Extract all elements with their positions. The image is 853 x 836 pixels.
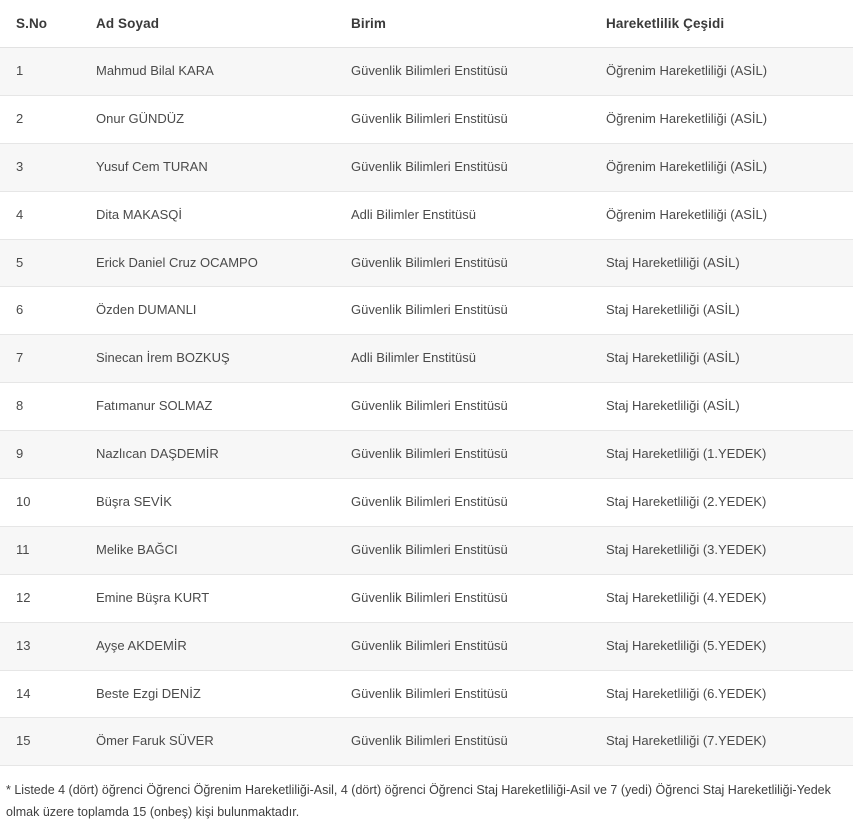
cell-name: Yusuf Cem TURAN (80, 143, 335, 191)
table-row (0, 383, 853, 431)
cell-name: Nazlıcan DAŞDEMİR (80, 431, 335, 479)
table-header (0, 0, 853, 48)
table-row (0, 431, 853, 479)
cell-name: Emine Büşra KURT (80, 574, 335, 622)
cell-name: Ömer Faruk SÜVER (80, 718, 335, 766)
cell-unit: Güvenlik Bilimleri Enstitüsü (335, 431, 590, 479)
cell-sno: 8 (0, 383, 80, 431)
cell-unit: Güvenlik Bilimleri Enstitüsü (335, 239, 590, 287)
cell-unit: Güvenlik Bilimleri Enstitüsü (335, 287, 590, 335)
cell-type: Staj Hareketliliği (ASİL) (590, 239, 853, 287)
cell-sno: 13 (0, 622, 80, 670)
cell-type: Staj Hareketliliği (7.YEDEK) (590, 718, 853, 766)
table-row (0, 479, 853, 527)
cell-unit: Güvenlik Bilimleri Enstitüsü (335, 718, 590, 766)
cell-sno: 14 (0, 670, 80, 718)
cell-type: Staj Hareketliliği (1.YEDEK) (590, 431, 853, 479)
cell-unit: Güvenlik Bilimleri Enstitüsü (335, 526, 590, 574)
cell-unit: Adli Bilimler Enstitüsü (335, 335, 590, 383)
cell-sno: 12 (0, 574, 80, 622)
table-header-row (0, 0, 853, 48)
table-row (0, 670, 853, 718)
cell-sno: 3 (0, 143, 80, 191)
cell-name: Mahmud Bilal KARA (80, 48, 335, 96)
table-row (0, 95, 853, 143)
cell-sno: 9 (0, 431, 80, 479)
cell-type: Staj Hareketliliği (3.YEDEK) (590, 526, 853, 574)
cell-name: Fatımanur SOLMAZ (80, 383, 335, 431)
table-row (0, 143, 853, 191)
footnote-line-1: * Listede 4 (dört) öğrenci Öğrenci Öğrenim Hareketliliği-Asil, 4 (dört) öğrenci Öğrenci Staj Hareketliliği-Asil ve 7 (yedi) Öğrenci Staj Hareketliliği-Yedek (6, 783, 831, 798)
cell-sno: 7 (0, 335, 80, 383)
table-row (0, 526, 853, 574)
cell-name: Erick Daniel Cruz OCAMPO (80, 239, 335, 287)
column-header-name: Ad Soyad (80, 0, 335, 48)
cell-unit: Güvenlik Bilimleri Enstitüsü (335, 574, 590, 622)
cell-type: Staj Hareketliliği (ASİL) (590, 287, 853, 335)
footnote (0, 766, 853, 836)
table-row (0, 287, 853, 335)
table-row (0, 718, 853, 766)
cell-unit: Güvenlik Bilimleri Enstitüsü (335, 383, 590, 431)
table-row (0, 48, 853, 96)
cell-unit: Güvenlik Bilimleri Enstitüsü (335, 479, 590, 527)
cell-name: Özden DUMANLI (80, 287, 335, 335)
cell-name: Büşra SEVİK (80, 479, 335, 527)
cell-name: Dita MAKASQİ (80, 191, 335, 239)
table-row (0, 335, 853, 383)
cell-type: Öğrenim Hareketliliği (ASİL) (590, 191, 853, 239)
cell-sno: 10 (0, 479, 80, 527)
table-row (0, 574, 853, 622)
cell-name: Ayşe AKDEMİR (80, 622, 335, 670)
cell-type: Staj Hareketliliği (2.YEDEK) (590, 479, 853, 527)
table-body (0, 48, 853, 766)
cell-name: Beste Ezgi DENİZ (80, 670, 335, 718)
cell-type: Öğrenim Hareketliliği (ASİL) (590, 48, 853, 96)
table-row (0, 622, 853, 670)
cell-sno: 2 (0, 95, 80, 143)
cell-type: Staj Hareketliliği (ASİL) (590, 383, 853, 431)
cell-type: Staj Hareketliliği (ASİL) (590, 335, 853, 383)
cell-sno: 15 (0, 718, 80, 766)
column-header-sno: S.No (0, 0, 80, 48)
cell-unit: Güvenlik Bilimleri Enstitüsü (335, 670, 590, 718)
footnote-line-2: olmak üzere toplamda 15 (onbeş) kişi bulunmaktadır. (6, 805, 300, 820)
table-row (0, 191, 853, 239)
column-header-unit: Birim (335, 0, 590, 48)
cell-sno: 5 (0, 239, 80, 287)
cell-sno: 4 (0, 191, 80, 239)
cell-unit: Adli Bilimler Enstitüsü (335, 191, 590, 239)
cell-type: Öğrenim Hareketliliği (ASİL) (590, 143, 853, 191)
cell-sno: 6 (0, 287, 80, 335)
cell-name: Melike BAĞCI (80, 526, 335, 574)
cell-unit: Güvenlik Bilimleri Enstitüsü (335, 95, 590, 143)
cell-type: Staj Hareketliliği (6.YEDEK) (590, 670, 853, 718)
cell-name: Onur GÜNDÜZ (80, 95, 335, 143)
cell-sno: 1 (0, 48, 80, 96)
column-header-type: Hareketlilik Çeşidi (590, 0, 853, 48)
cell-unit: Güvenlik Bilimleri Enstitüsü (335, 622, 590, 670)
cell-type: Staj Hareketliliği (4.YEDEK) (590, 574, 853, 622)
cell-sno: 11 (0, 526, 80, 574)
cell-unit: Güvenlik Bilimleri Enstitüsü (335, 143, 590, 191)
table-row (0, 239, 853, 287)
cell-type: Öğrenim Hareketliliği (ASİL) (590, 95, 853, 143)
cell-name: Sinecan İrem BOZKUŞ (80, 335, 335, 383)
cell-unit: Güvenlik Bilimleri Enstitüsü (335, 48, 590, 96)
cell-type: Staj Hareketliliği (5.YEDEK) (590, 622, 853, 670)
